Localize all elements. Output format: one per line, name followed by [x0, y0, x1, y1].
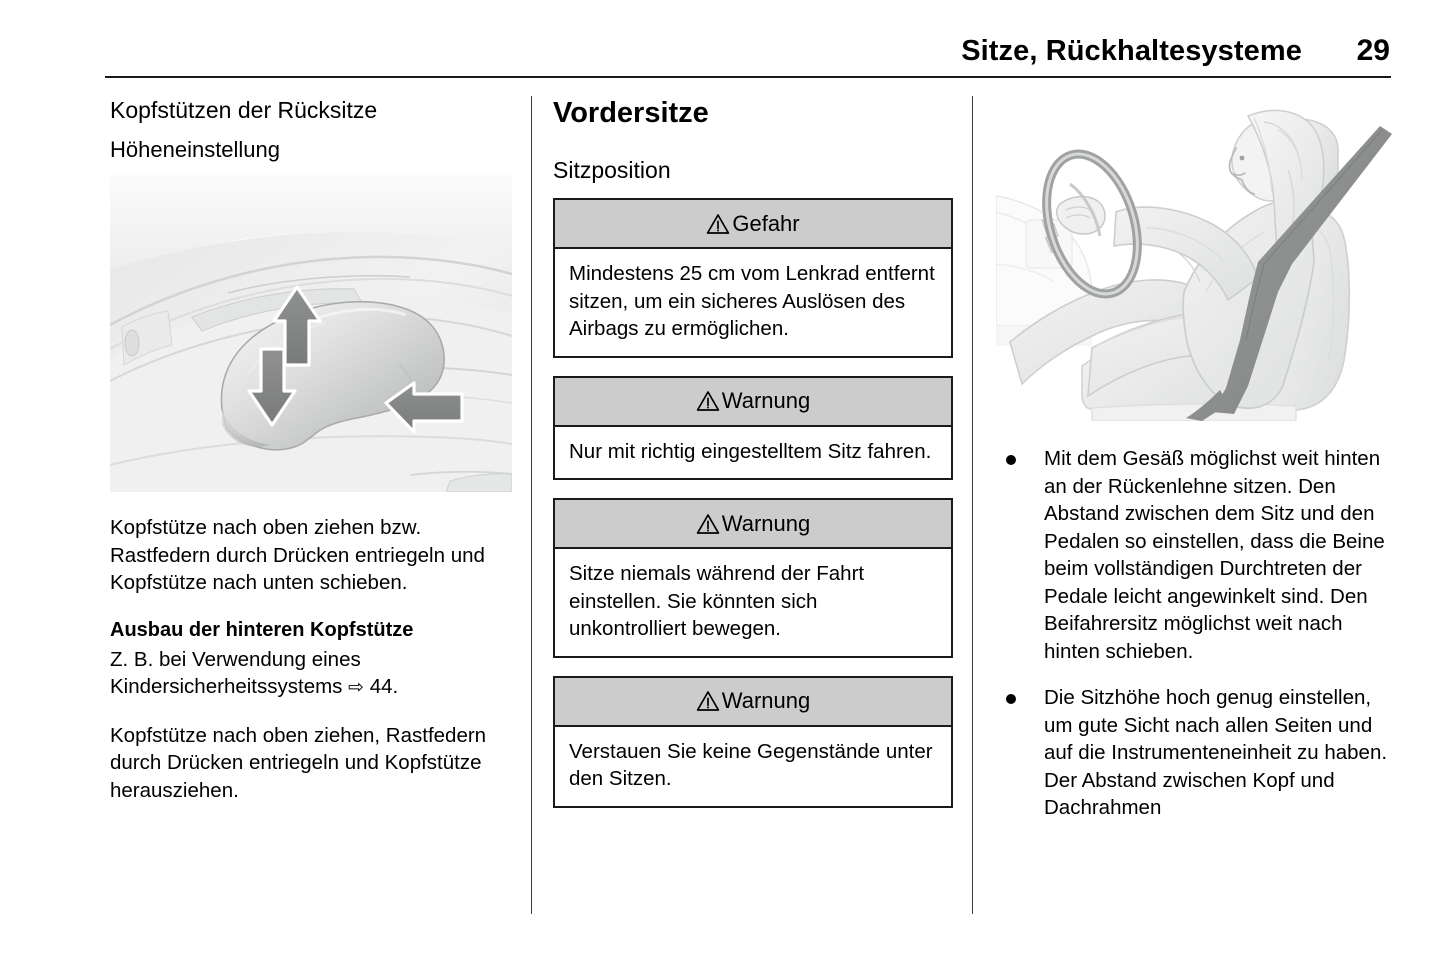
- middle-column-subheading: Sitzposition: [553, 157, 671, 183]
- left-paragraph-2-text: Z. B. bei Verwendung eines Kindersicherheitssystems: [110, 647, 361, 698]
- left-column-subheading: Höheneinstellung: [110, 137, 281, 162]
- left-column-heading: Kopfstützen der Rücksitze: [110, 97, 378, 123]
- notice-box-warning-1: [553, 376, 953, 481]
- notice-text: Sitze niemals während der Fahrt einstellen. Sie könnten sich unkontrolliert bewegen.: [569, 562, 865, 640]
- seating-guidance-list: [996, 445, 1392, 822]
- warning-triangle-icon: [706, 213, 730, 235]
- header-rule: [105, 76, 1391, 78]
- left-paragraph-3: Kopfstütze nach oben ziehen, Rastfedern durch Drücken entriegeln und Kopfstütze herausziehen.: [110, 723, 487, 802]
- middle-column-heading: Vordersitze: [553, 97, 709, 129]
- column-divider-left: [531, 96, 532, 914]
- list-item-text: Die Sitzhöhe hoch genug einstellen, um gute Sicht nach allen Seiten und auf die Instrumenteneinheit zu haben. Der Abstand zwischen Kopf und Dachrahmen: [1044, 686, 1388, 819]
- notice-header: [555, 678, 951, 727]
- bullet-dot-icon: [1006, 455, 1016, 465]
- middle-column: [553, 96, 953, 826]
- notice-label: Warnung: [721, 388, 811, 413]
- warning-triangle-icon: [696, 690, 720, 712]
- right-column: [996, 96, 1392, 822]
- page-number: 29: [1356, 34, 1390, 67]
- notice-text: Nur mit richtig eingestelltem Sitz fahren.: [569, 439, 932, 463]
- notice-text: Verstauen Sie keine Gegenstände unter den Sitzen.: [569, 739, 933, 790]
- notice-header: [555, 500, 951, 549]
- notice-text: Mindestens 25 cm vom Lenkrad entfernt sitzen, um ein sicheres Auslösen des Airbags zu ermöglichen.: [569, 262, 935, 340]
- left-paragraph-1: Kopfstütze nach oben ziehen bzw. Rastfedern durch Drücken entriegeln und Kopfstütze nach unten schieben.: [110, 516, 485, 594]
- driver-seating-position-figure-svg: [996, 96, 1392, 421]
- list-item-text: Mit dem Gesäß möglichst weit hinten an der Rückenlehne sitzen. Den Abstand zwischen dem Sitz und den Pedalen so einstellen, dass die Beine beim vollständigen Durchtreten der Pedale leicht angewinkelt sind. Den Beifahrersitz möglichst weit nach hinten schieben.: [1044, 447, 1385, 663]
- notice-label: Warnung: [721, 688, 811, 713]
- rear-headrest-figure-svg: [110, 175, 512, 492]
- warning-triangle-icon: [696, 390, 720, 412]
- column-divider-right: [972, 96, 973, 914]
- left-paragraph-2-pageref: 44.: [364, 675, 399, 698]
- notice-header: [555, 200, 951, 249]
- left-paragraph-2: [110, 646, 512, 702]
- rear-headrest-illustration: [110, 175, 512, 492]
- page-header: [105, 34, 1390, 78]
- cross-reference-arrow-icon: ⇨: [348, 676, 365, 698]
- bullet-dot-icon: [1006, 694, 1016, 704]
- list-item: [996, 445, 1392, 665]
- page-title: Sitze, Rückhaltesysteme: [961, 35, 1302, 67]
- left-column-subheading-2: Ausbau der hinteren Kopfstütze: [110, 618, 414, 641]
- warning-triangle-icon: [696, 513, 720, 535]
- notice-header: [555, 378, 951, 427]
- driver-seating-position-illustration: [996, 96, 1392, 421]
- notice-box-danger: [553, 198, 953, 358]
- left-column: [110, 96, 512, 804]
- notice-label: Gefahr: [732, 210, 800, 236]
- list-item: [996, 684, 1392, 822]
- notice-box-warning-3: [553, 676, 953, 808]
- notice-box-warning-2: [553, 498, 953, 658]
- notice-label: Warnung: [721, 510, 811, 536]
